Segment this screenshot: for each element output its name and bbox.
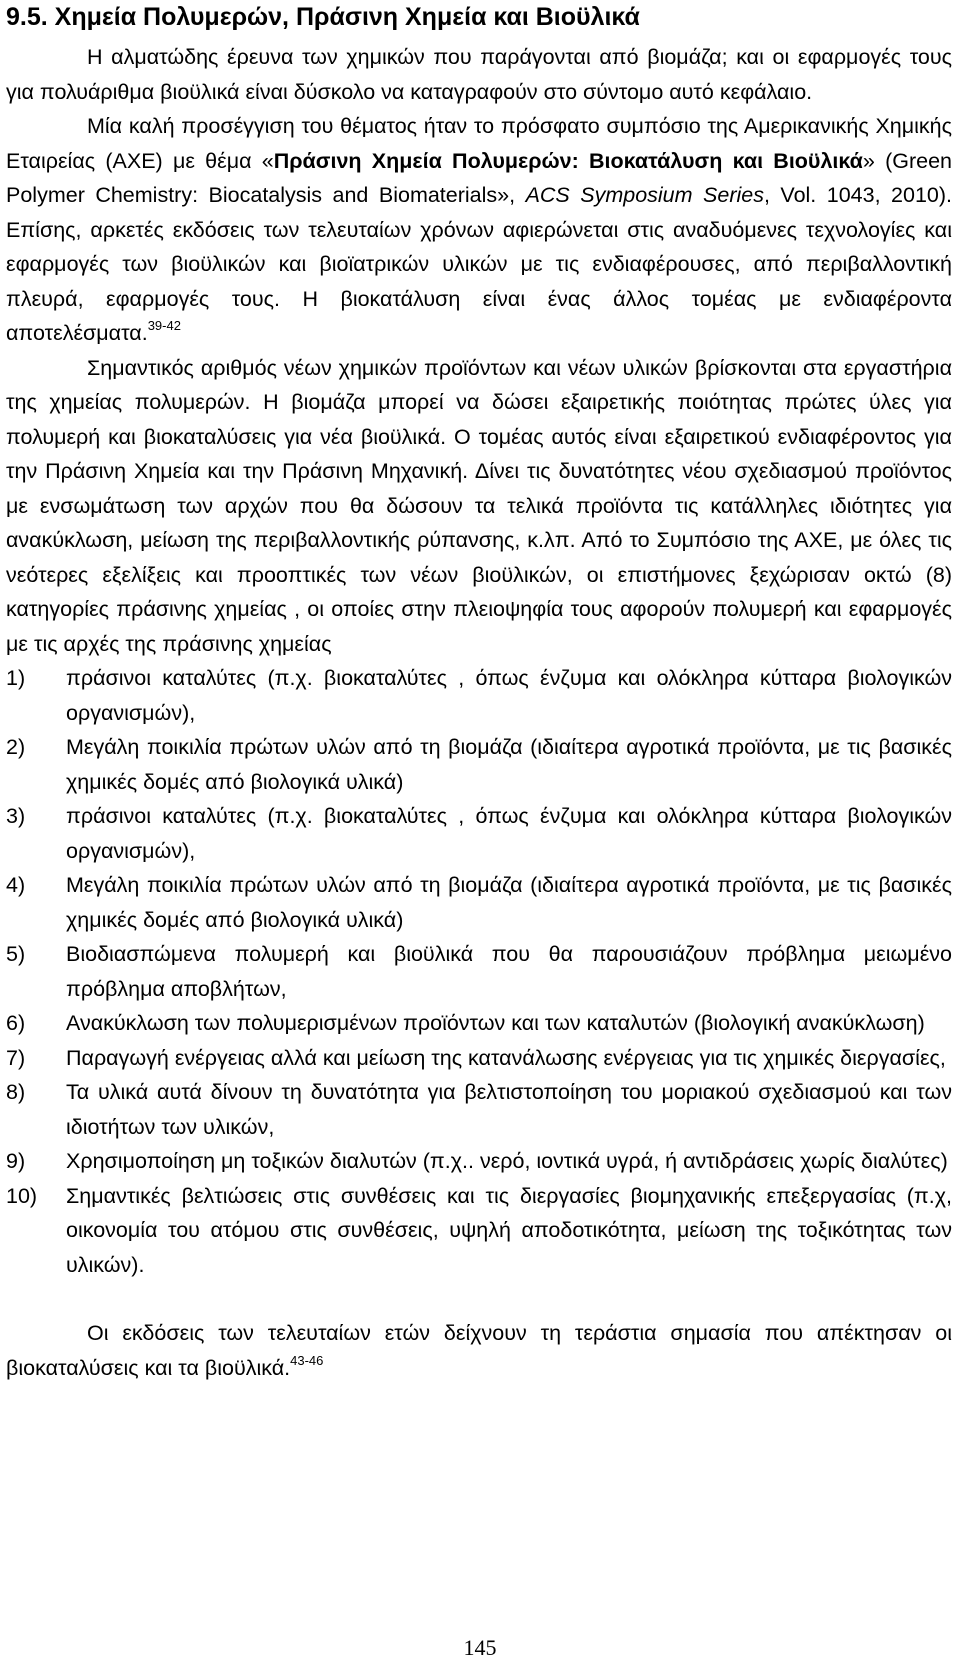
paragraph-research: Σημαντικός αριθμός νέων χημικών προϊόντων και νέων υλικών βρίσκονται στα εργαστήρια της χημείας πολυμερών. Η βιομάζα μπορεί να δώσει εξαιρετικής ποιότητας πρώτες ύλες για πολυμερή και βιοκαταλύσεις για νέα βιοϋλικά. Ο τομέας αυτός είναι εξαιρετικού ενδιαφέροντος για την Πράσινη Χημεία και την Πράσινη Μηχανική. Δίνει τις δυνατότητες νέου σχεδιασμού προϊόντος με ενσωμάτωση των αρχών που θα δώσουν τα τελικά προϊόντα τις κατάλληλες ιδιότητες για ανακύκλωση, μείωση της περιβαλλοντικής ρύπανσης, κ.λπ. Από το Συμπόσιο της ΑΧΕ, με όλες τις νεότερες εξελίξεις και προοπτικές των νέων βιοϋλικών, οι επιστήμονες ξεχώρισαν οκτώ (8) κατηγορίες πράσινης χημείας , οι οποίες στην πλειοψηφία τους αφορούν πολυμερή και εφαρμογές με τις αρχές της πράσινης χημείας xyxy=(6,355,952,656)
list-item-number: 3) xyxy=(6,804,26,828)
list-item-number: 5) xyxy=(6,942,26,966)
list-item xyxy=(6,868,952,937)
list-item-text: Τα υλικά αυτά δίνουν τη δυνατότητα για βελτιστοποίηση του μοριακού σχεδιασμού και των ιδιοτήτων των υλικών, xyxy=(66,1080,952,1139)
list-item xyxy=(6,1006,952,1041)
list-item xyxy=(6,937,952,1006)
list-item xyxy=(6,661,952,730)
list-item-number: 4) xyxy=(6,873,26,897)
reference-superscript: 43-46 xyxy=(290,1352,324,1368)
list-item-number: 2) xyxy=(6,735,26,759)
section-heading: 9.5. Χημεία Πολυμερών, Πράσινη Χημεία και Βιοϋλικά xyxy=(6,3,640,31)
text-run: Οι εκδόσεις των τελευταίων ετών δείχνουν τη τεράστια σημασία που απέκτησαν οι βιοκαταλύσεις και τα βιοϋλικά. xyxy=(6,1321,952,1380)
paragraph-symposium xyxy=(6,109,952,351)
paragraph-spacer xyxy=(6,1282,952,1316)
text-run: » (Green Polymer Chemistry: Biocatalysis and Biomaterials», xyxy=(6,148,952,207)
list-item-text: Σημαντικές βελτιώσεις στις συνθέσεις και τις διεργασίες βιομηχανικής επεξεργασίας (π.χ, οικονομία του ατόμου στις συνθέσεις, υψηλή αποδοτικότητα, μείωση της τοξικότητας των υλικών). xyxy=(66,1183,952,1277)
symposium-title: Πράσινη Χημεία Πολυμερών: Βιοκατάλυση και Βιοϋλικά xyxy=(273,148,863,173)
page-number: 145 xyxy=(463,1635,497,1660)
list-item-text: Χρησιμοποίηση μη τοξικών διαλυτών (π.χ.. νερό, ιοντικά υγρά, ή αντιδράσεις χωρίς διαλύτες) xyxy=(66,1149,948,1173)
reference-superscript: 39-42 xyxy=(147,318,181,333)
list-item-number: 10) xyxy=(6,1183,38,1208)
list-item-number: 7) xyxy=(6,1045,26,1070)
list-item-number: 8) xyxy=(6,1080,26,1104)
text-run: Μία καλή προσέγγιση του θέματος ήταν το πρόσφατο συμπόσιο της Αμερικανικής Χημικής Εταιρείας (ΑΧΕ) με θέμα « xyxy=(6,114,952,173)
paragraph-conclusion xyxy=(6,1316,952,1385)
list-item-text: Μεγάλη ποικιλία πρώτων υλών από τη βιομάζα (ιδιαίτερα αγροτικά προϊόντα, με τις βασικές χημικές δομές από βιολογικά υλικά) xyxy=(66,735,952,794)
list-item-number: 6) xyxy=(6,1011,26,1035)
list-item-text: Βιοδιασπώμενα πολυμερή και βιοϋλικά που θα παρουσιάζουν πρόβλημα μειωμένο πρόβλημα αποβλήτων, xyxy=(66,942,952,1001)
list-item-text: Παραγωγή ενέργειας αλλά και μείωση της κατανάλωσης ενέργειας για τις χημικές διεργασίες, xyxy=(66,1045,946,1070)
body-text xyxy=(6,40,952,1385)
list-item xyxy=(6,1075,952,1144)
list-item xyxy=(6,1041,952,1076)
paragraph-intro: Η αλματώδης έρευνα των χημικών που παράγονται από βιομάζα; και οι εφαρμογές τους για πολυάριθμα βιοϋλικά είναι δύσκολο να καταγραφούν στο σύντομο αυτό κεφάλαιο. xyxy=(6,45,952,104)
list-item xyxy=(6,730,952,799)
criteria-list xyxy=(6,661,952,1282)
series-title: ACS Symposium Series xyxy=(525,183,764,207)
list-item-number: 9) xyxy=(6,1149,26,1173)
list-item xyxy=(6,1144,952,1179)
list-item xyxy=(6,799,952,868)
list-item-text: πράσινοι καταλύτες (π.χ. βιοκαταλύτες , όπως ένζυμα και ολόκληρα κύτταρα βιολογικών οργανισμών), xyxy=(66,666,952,725)
list-item-text: Μεγάλη ποικιλία πρώτων υλών από τη βιομάζα (ιδιαίτερα αγροτικά προϊόντα, με τις βασικές χημικές δομές από βιολογικά υλικά) xyxy=(66,873,952,932)
list-item xyxy=(6,1179,952,1283)
text-run: , Vol. 1043, 2010). Επίσης, αρκετές εκδόσεις των τελευταίων χρόνων αφιερώνεται στις αναδυόμενες τεχνολογίες και εφαρμογές των βιοϋλικών και βιοϊατρικών υλικών με τις ενδιαφέρουσες, από περιβαλλοντική πλευρά, εφαρμογές τους. Η βιοκατάλυση είναι ένας άλλος τομέας με ενδιαφέροντα αποτελέσματα. xyxy=(6,183,952,345)
list-item-number: 1) xyxy=(6,666,26,690)
list-item-text: πράσινοι καταλύτες (π.χ. βιοκαταλύτες , όπως ένζυμα και ολόκληρα κύτταρα βιολογικών οργανισμών), xyxy=(66,804,952,863)
list-item-text: Ανακύκλωση των πολυμερισμένων προϊόντων και των καταλυτών (βιολογική ανακύκλωση) xyxy=(66,1011,925,1035)
